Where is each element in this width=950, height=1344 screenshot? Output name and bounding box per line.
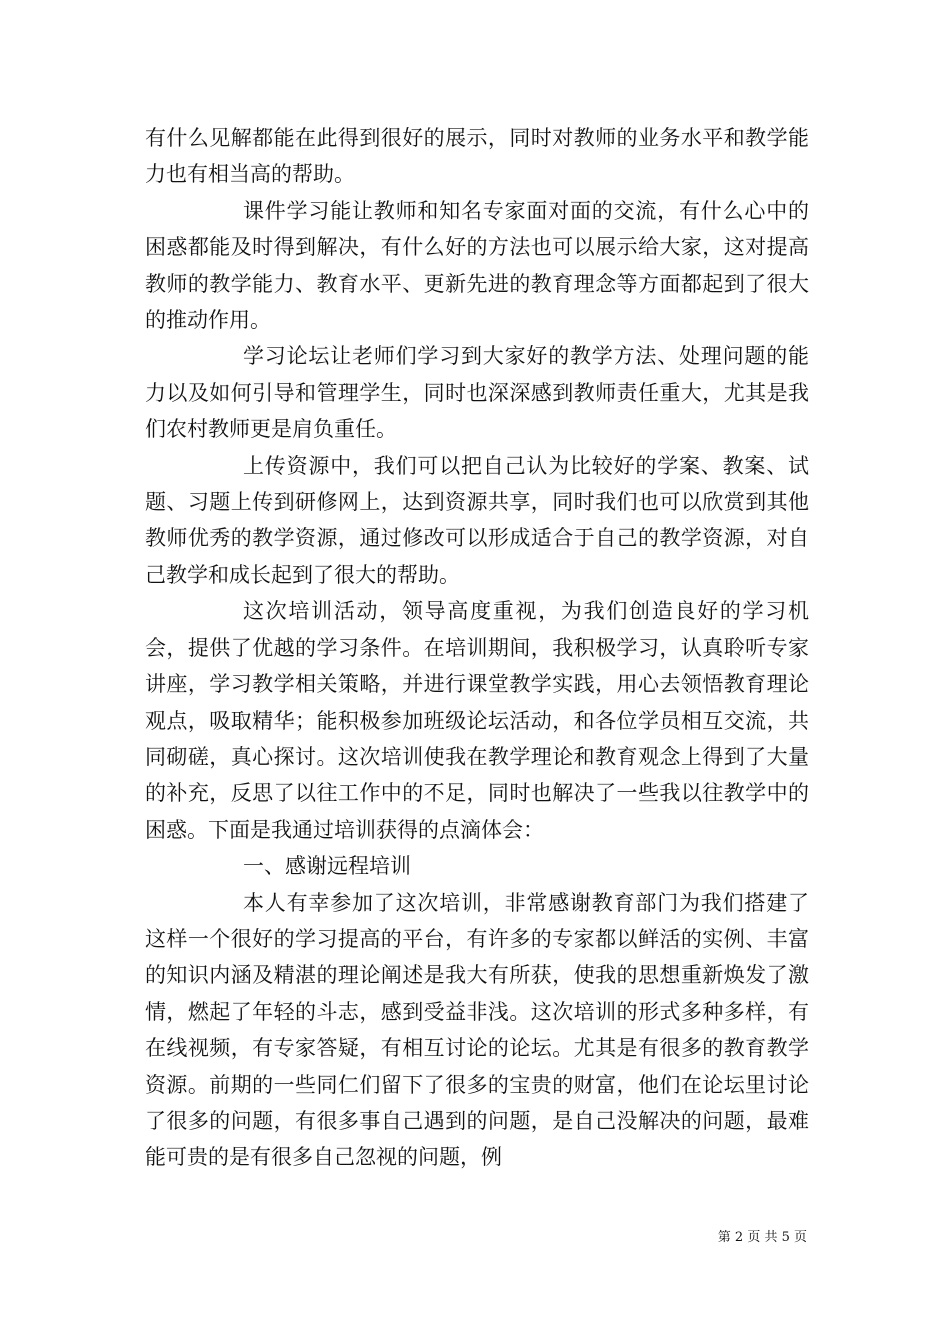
paragraph-thanks: 本人有幸参加了这次培训，非常感谢教育部门为我们搭建了这样一个很好的学习提高的平台，有许多的专家都以鲜活的实例、丰富的知识内涵及精湛的理论阐述是我大有所获，使我的思想重新焕发了激情，燃起了年轻的斗志，感到受益非浅。这次培训的形式多种多样，有在线视频，有专家答疑，有相互讨论的论坛。尤其是有很多的教育教学资源。前期的一些同仁们留下了很多的宝贵的财富，他们在论坛里讨论了很多的问题，有很多事自己遇到的问题，是自己没解决的问题，最难能可贵的是有很多自己忽视的问题，例 — [145, 890, 809, 1170]
body-text — [145, 120, 809, 1176]
page-number: 第 2 页 共 5 页 — [717, 1230, 807, 1245]
paragraph-upload-resources: 上传资源中，我们可以把自己认为比较好的学案、教案、试题、习题上传到研修网上，达到资源共享，同时我们也可以欣赏到其他教师优秀的教学资源，通过修改可以形成适合于自己的教学资源，对自己教学和成长起到了很大的帮助。 — [145, 453, 809, 587]
paragraph-continued: 有什么见解都能在此得到很好的展示，同时对教师的业务水平和教学能力也有相当高的帮助。 — [145, 126, 809, 187]
paragraph-forum: 学习论坛让老师们学习到大家好的教学方法、处理问题的能力以及如何引导和管理学生，同时也深深感到教师责任重大，尤其是我们农村教师更是肩负重任。 — [145, 344, 809, 442]
paragraph-courseware: 课件学习能让教师和知名专家面对面的交流，有什么心中的困惑都能及时得到解决，有什么好的方法也可以展示给大家，这对提高教师的教学能力、教育水平、更新先进的教育理念等方面都起到了很大的推动作用。 — [145, 198, 809, 333]
paragraph-training-activity: 这次培训活动，领导高度重视，为我们创造良好的学习机会，提供了优越的学习条件。在培训期间，我积极学习，认真聆听专家讲座，学习教学相关策略，并进行课堂教学实践，用心去领悟教育理论观点，吸取精华；能积极参加班级论坛活动，和各位学员相互交流，共同砌磋，真心探讨。这次培训使我在教学理论和教育观念上得到了大量的补充，反思了以往工作中的不足，同时也解决了一些我以往教学中的困惑。下面是我通过培训获得的点滴体会： — [145, 599, 809, 842]
section-heading: 一、感谢远程培训 — [243, 854, 411, 879]
